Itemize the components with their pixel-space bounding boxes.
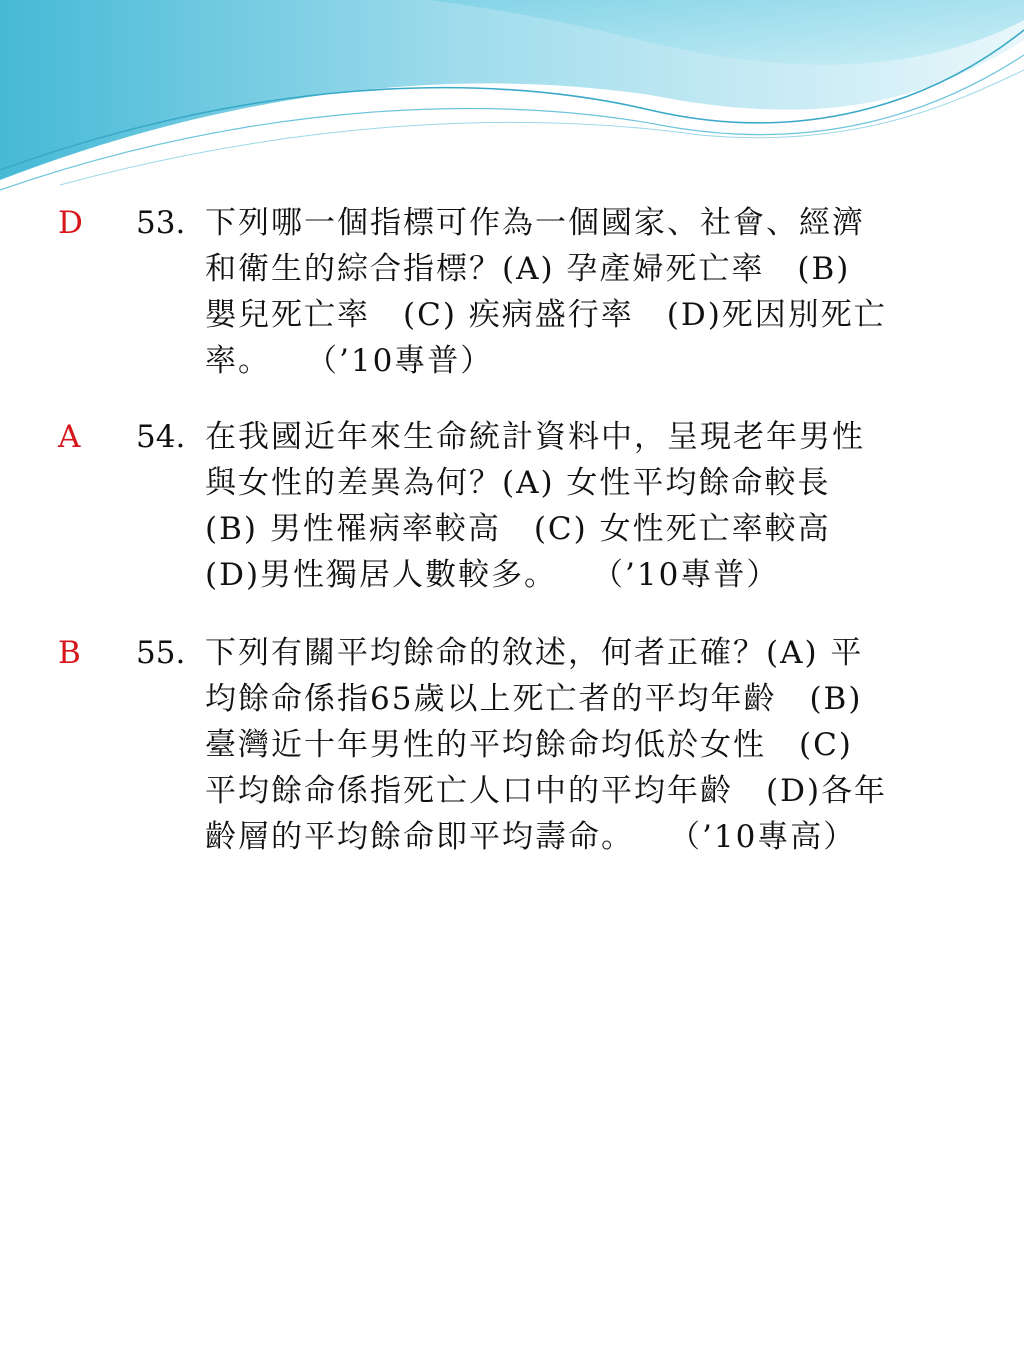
question-text — [205, 630, 995, 860]
answer-letter: B — [58, 635, 81, 671]
question-line: 嬰兒死亡率 (C) 疾病盛行率 (D)死因別死亡 — [205, 297, 887, 333]
question-number: 54. — [136, 419, 186, 455]
question-line: 平均餘命係指死亡人口中的平均年齡 (D)各年 — [205, 773, 888, 809]
question-line: 臺灣近十年男性的平均餘命均低於女性 (C) — [205, 727, 853, 763]
question-number: 55. — [136, 635, 186, 671]
question-text — [205, 200, 995, 384]
question-line: 下列有關平均餘命的敘述，何者正確？(A) 平 — [205, 635, 864, 671]
question-line: 在我國近年來生命統計資料中，呈現老年男性 — [205, 419, 865, 455]
question-line: 齡層的平均餘命即平均壽命。 （’10專高） — [205, 819, 857, 855]
question-text — [205, 414, 995, 598]
question-line: 與女性的差異為何？(A) 女性平均餘命較長 — [205, 465, 831, 501]
answer-letter: D — [58, 205, 83, 241]
question-line: 和衛生的綜合指標？(A) 孕產婦死亡率 (B) — [205, 251, 851, 287]
question-line: 下列哪一個指標可作為一個國家、社會、經濟 — [205, 205, 865, 241]
question-line: 率。 （’10專普） — [205, 343, 494, 379]
header-wave-decoration — [0, 0, 1024, 200]
question-number: 53. — [136, 205, 186, 241]
question-line: (B) 男性罹病率較高 (C) 女性死亡率較高 — [205, 511, 831, 547]
answer-letter: A — [58, 419, 81, 455]
question-line: 均餘命係指65歲以上死亡者的平均年齡 (B) — [205, 681, 863, 717]
question-line: (D)男性獨居人數較多。 （’10專普） — [205, 557, 780, 593]
